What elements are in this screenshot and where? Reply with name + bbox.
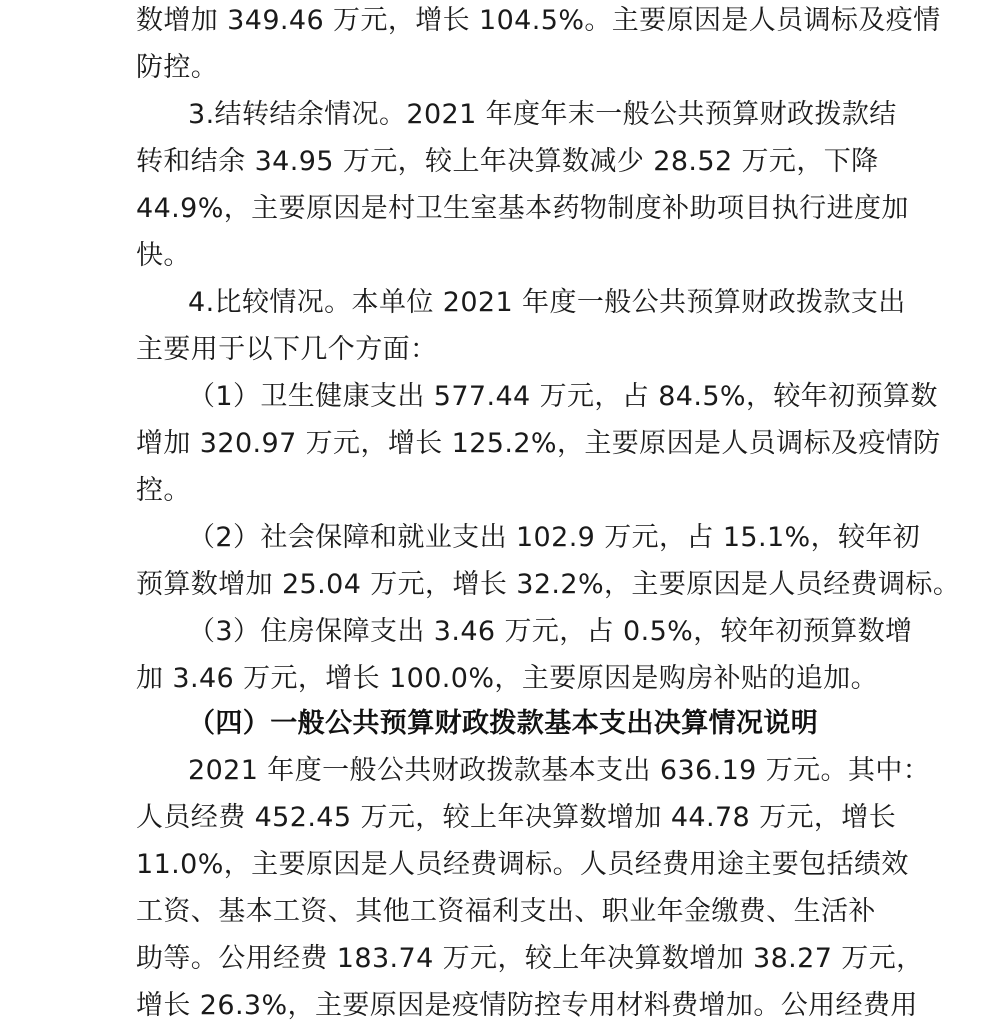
- text-line: 工资、基本工资、其他工资福利支出、职业年金缴费、生活补: [136, 896, 876, 927]
- text-line: 增长 26.3%，主要原因是疫情防控专用材料费增加。公用经费用: [136, 990, 918, 1021]
- text-line: 4.比较情况。本单位 2021 年度一般公共预算财政拨款支出: [188, 287, 906, 318]
- text-line: 控。: [136, 475, 191, 506]
- text-line: （1）卫生健康支出 577.44 万元，占 84.5%，较年初预算数: [188, 381, 938, 412]
- section-heading: （四）一般公共预算财政拨款基本支出决算情况说明: [188, 708, 819, 739]
- text-line: 数增加 349.46 万元，增长 104.5%。主要原因是人员调标及疫情: [136, 5, 941, 36]
- text-line: 3.结转结余情况。2021 年度年末一般公共预算财政拨款结: [188, 99, 897, 130]
- text-line: 2021 年度一般公共财政拨款基本支出 636.19 万元。其中：: [188, 755, 931, 786]
- text-line: （3）住房保障支出 3.46 万元，占 0.5%，较年初预算数增: [188, 616, 913, 647]
- text-line: 增加 320.97 万元，增长 125.2%，主要原因是人员调标及疫情防: [136, 428, 941, 459]
- text-line: 加 3.46 万元，增长 100.0%，主要原因是购房补贴的追加。: [136, 663, 879, 694]
- text-line: 快。: [136, 240, 191, 271]
- text-line: 助等。公用经费 183.74 万元，较上年决算数增加 38.27 万元，: [136, 943, 924, 974]
- text-line: 转和结余 34.95 万元，较上年决算数减少 28.52 万元，下降: [136, 146, 879, 177]
- text-line: 人员经费 452.45 万元，较上年决算数增加 44.78 万元，增长: [136, 802, 897, 833]
- text-line: （2）社会保障和就业支出 102.9 万元，占 15.1%，较年初: [188, 522, 921, 553]
- text-line: 44.9%，主要原因是村卫生室基本药物制度补助项目执行进度加: [136, 193, 909, 224]
- text-line: 11.0%，主要原因是人员经费调标。人员经费用途主要包括绩效: [136, 849, 909, 880]
- text-line: 主要用于以下几个方面：: [136, 334, 438, 365]
- text-line: 防控。: [136, 52, 219, 83]
- text-line: 预算数增加 25.04 万元，增长 32.2%，主要原因是人员经费调标。: [136, 569, 961, 600]
